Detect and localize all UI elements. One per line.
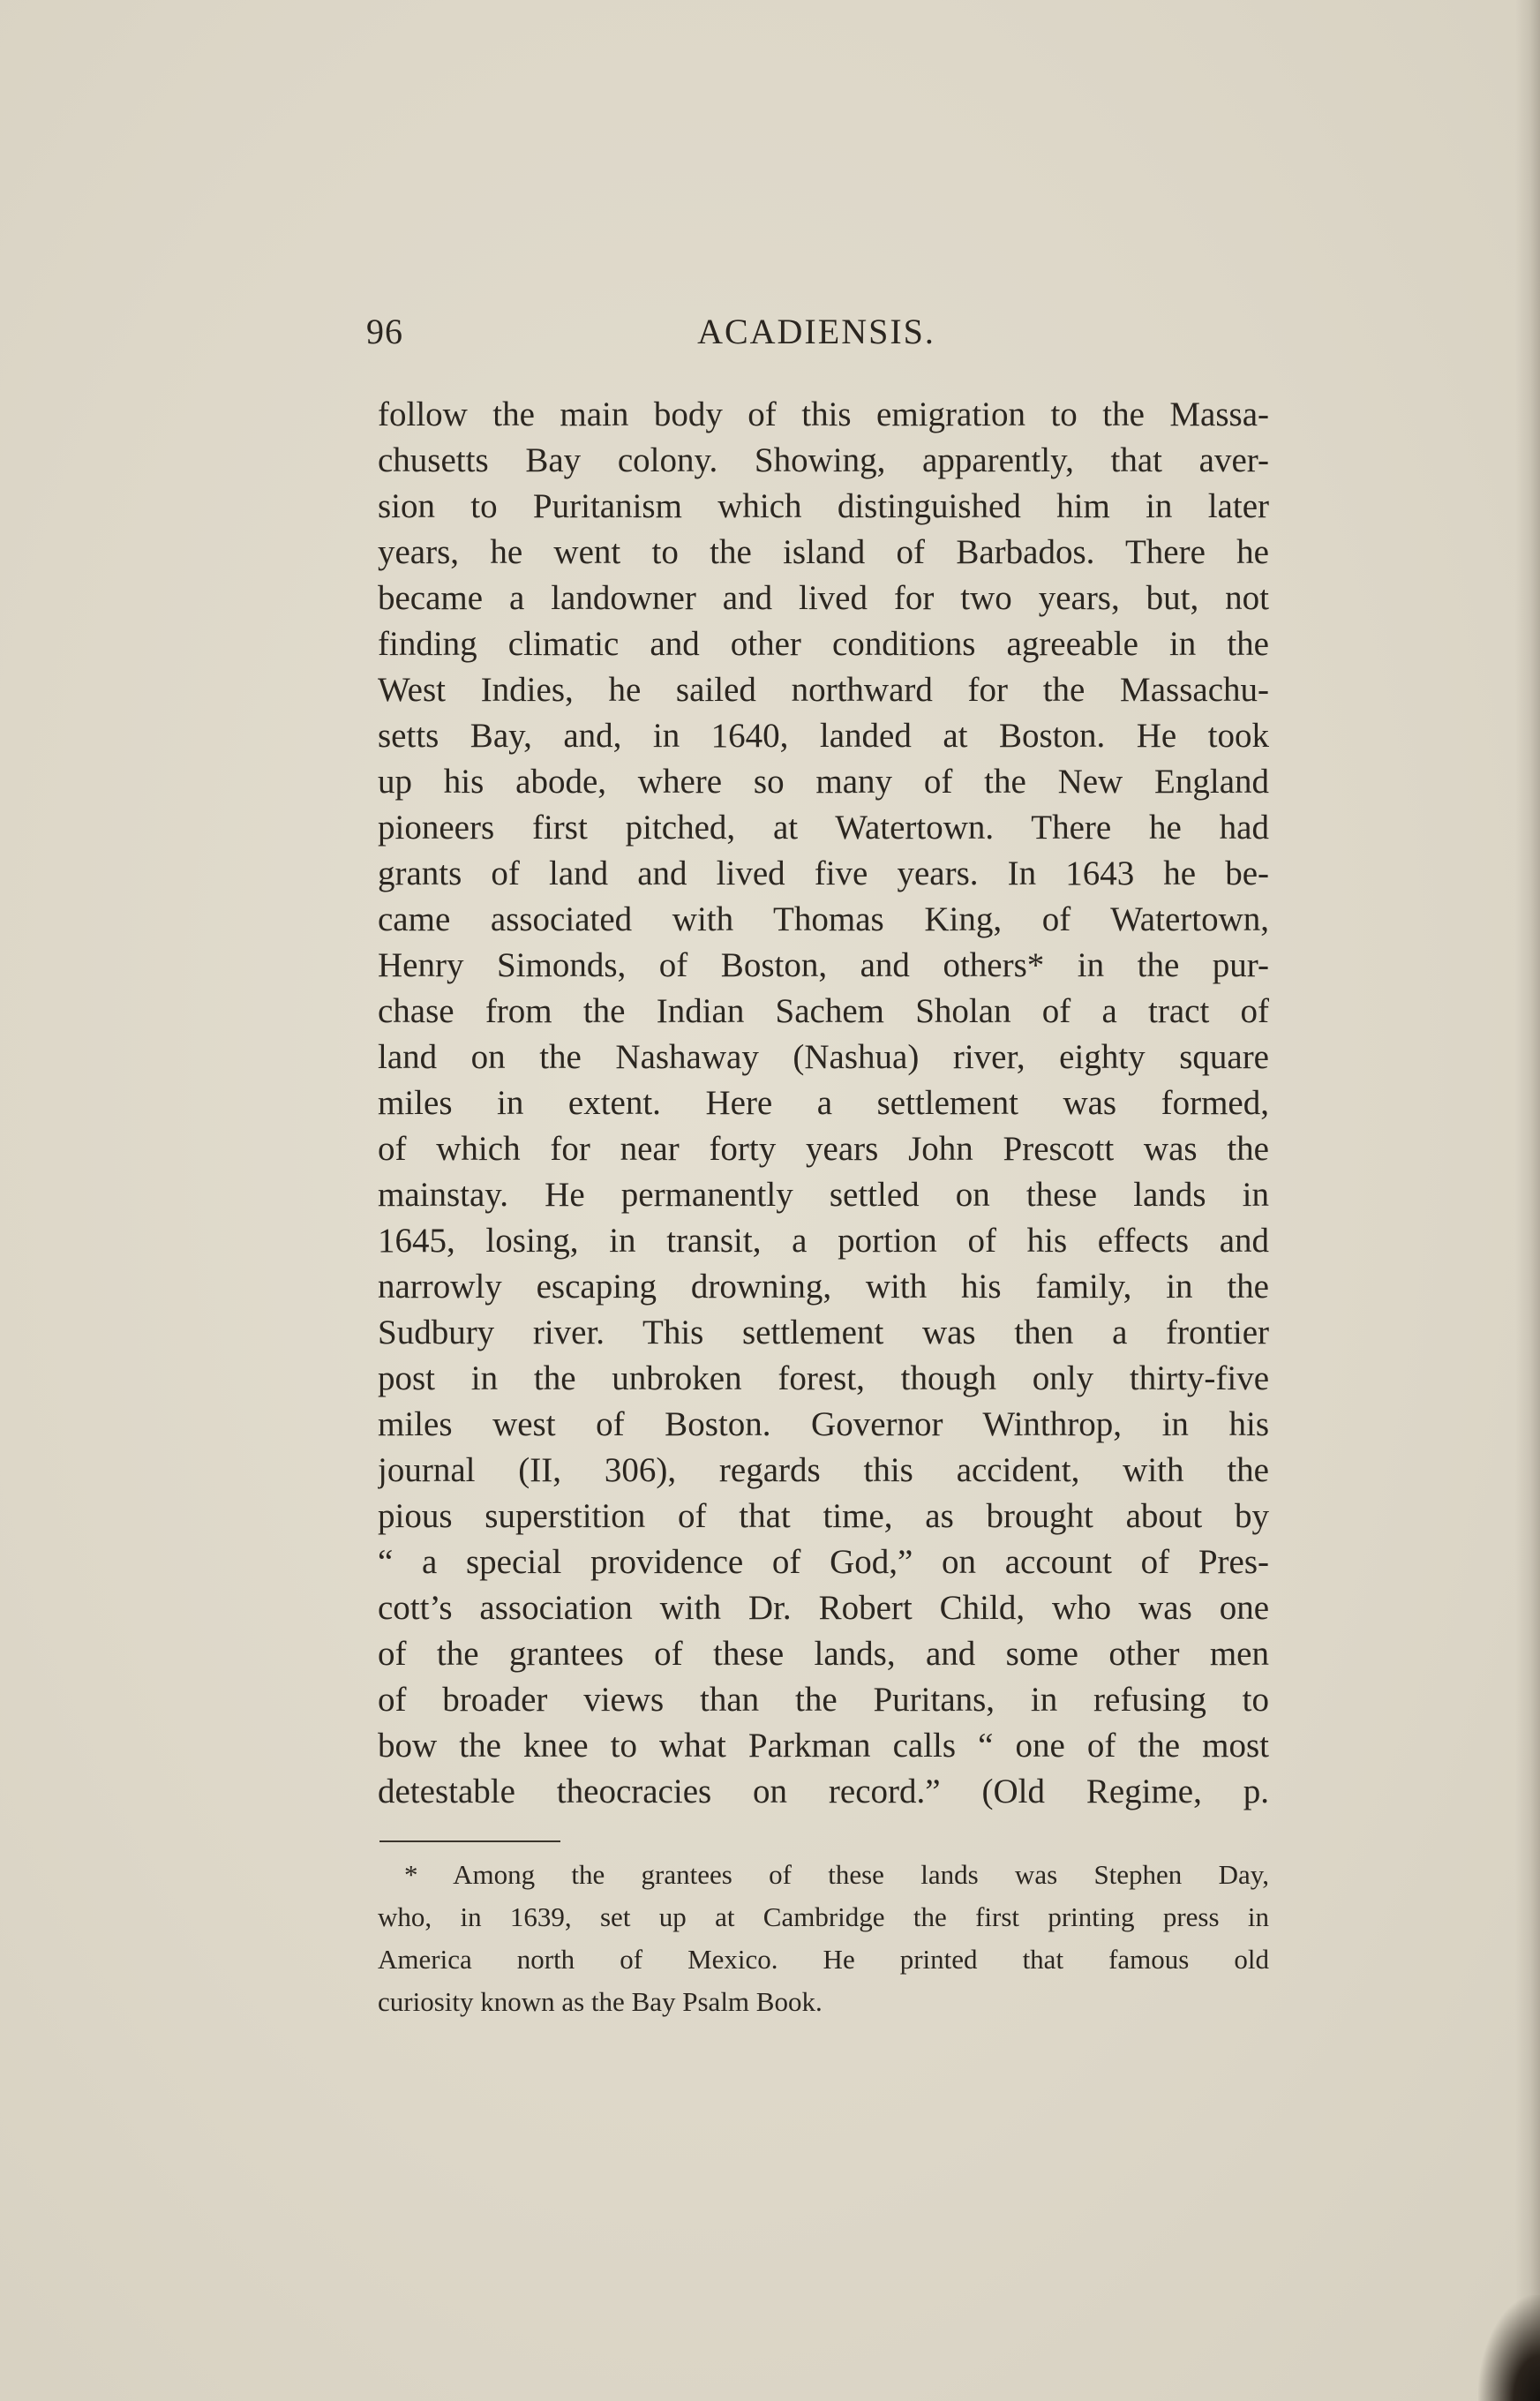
text-line: became a landowner and lived for two years, but, not	[378, 579, 1269, 617]
running-header	[366, 311, 1266, 360]
text-line: of broader views than the Puritans, in refusing to	[378, 1681, 1269, 1719]
text-line: West Indies, he sailed northward for the Massachu-	[378, 671, 1269, 709]
footnote	[378, 1854, 1269, 2023]
text-line: 1645, losing, in transit, a portion of his effects and	[378, 1222, 1269, 1260]
text-line: chusetts Bay colony. Showing, apparently, that aver-	[378, 441, 1269, 479]
text-line: bow the knee to what Parkman calls “ one of the most	[378, 1727, 1269, 1765]
text-line: miles in extent. Here a settlement was formed,	[378, 1084, 1269, 1122]
page-edge-shadow	[1515, 0, 1540, 2401]
text-line: Sudbury river. This settlement was then a frontier	[378, 1313, 1269, 1351]
text-line: setts Bay, and, in 1640, landed at Boston. He took	[378, 717, 1269, 755]
text-line: up his abode, where so many of the New England	[378, 763, 1269, 801]
text-line: years, he went to the island of Barbados. There he	[378, 533, 1269, 571]
page-number: 96	[366, 312, 403, 351]
text-line: pioneers first pitched, at Watertown. There he had	[378, 809, 1269, 847]
text-line: chase from the Indian Sachem Sholan of a tract of	[378, 992, 1269, 1030]
text-line: grants of land and lived five years. In 1643 he be-	[378, 854, 1269, 892]
text-line: Henry Simonds, of Boston, and others* in the pur-	[378, 946, 1269, 984]
footnote-rule	[379, 1840, 560, 1842]
text-line: pious superstition of that time, as brought about by	[378, 1497, 1269, 1535]
text-line: detestable theocracies on record.” (Old Regime, p.	[378, 1773, 1269, 1810]
body-text	[378, 392, 1269, 1815]
text-line: journal (II, 306), regards this accident, with the	[378, 1451, 1269, 1489]
text-line: miles west of Boston. Governor Winthrop, in his	[378, 1405, 1269, 1443]
binding-shadow	[1478, 2295, 1540, 2401]
text-line: sion to Puritanism which distinguished him in later	[378, 487, 1269, 525]
footnote-line: curiosity known as the Bay Psalm Book.	[378, 1986, 823, 2017]
text-line: land on the Nashaway (Nashua) river, eighty square	[378, 1038, 1269, 1076]
text-line: cott’s association with Dr. Robert Child, who was one	[378, 1589, 1269, 1627]
text-line: post in the unbroken forest, though only thirty-five	[378, 1359, 1269, 1397]
footnote-line: who, in 1639, set up at Cambridge the first printing press in	[378, 1901, 1269, 1932]
footnote-line: America north of Mexico. He printed that famous old	[378, 1944, 1269, 1975]
text-line: came associated with Thomas King, of Watertown,	[378, 900, 1269, 938]
footnote-line: * Among the grantees of these lands was Stephen Day,	[404, 1859, 1269, 1890]
text-line: finding climatic and other conditions agreeable in the	[378, 625, 1269, 663]
text-line: “ a special providence of God,” on account of Pres-	[378, 1543, 1269, 1581]
running-title: ACADIENSIS.	[697, 312, 935, 351]
text-line: of which for near forty years John Prescott was the	[378, 1130, 1269, 1168]
text-line: mainstay. He permanently settled on these lands in	[378, 1176, 1269, 1214]
text-line: narrowly escaping drowning, with his family, in the	[378, 1268, 1269, 1306]
text-line: follow the main body of this emigration to the Massa-	[378, 395, 1269, 433]
text-line: of the grantees of these lands, and some other men	[378, 1635, 1269, 1673]
